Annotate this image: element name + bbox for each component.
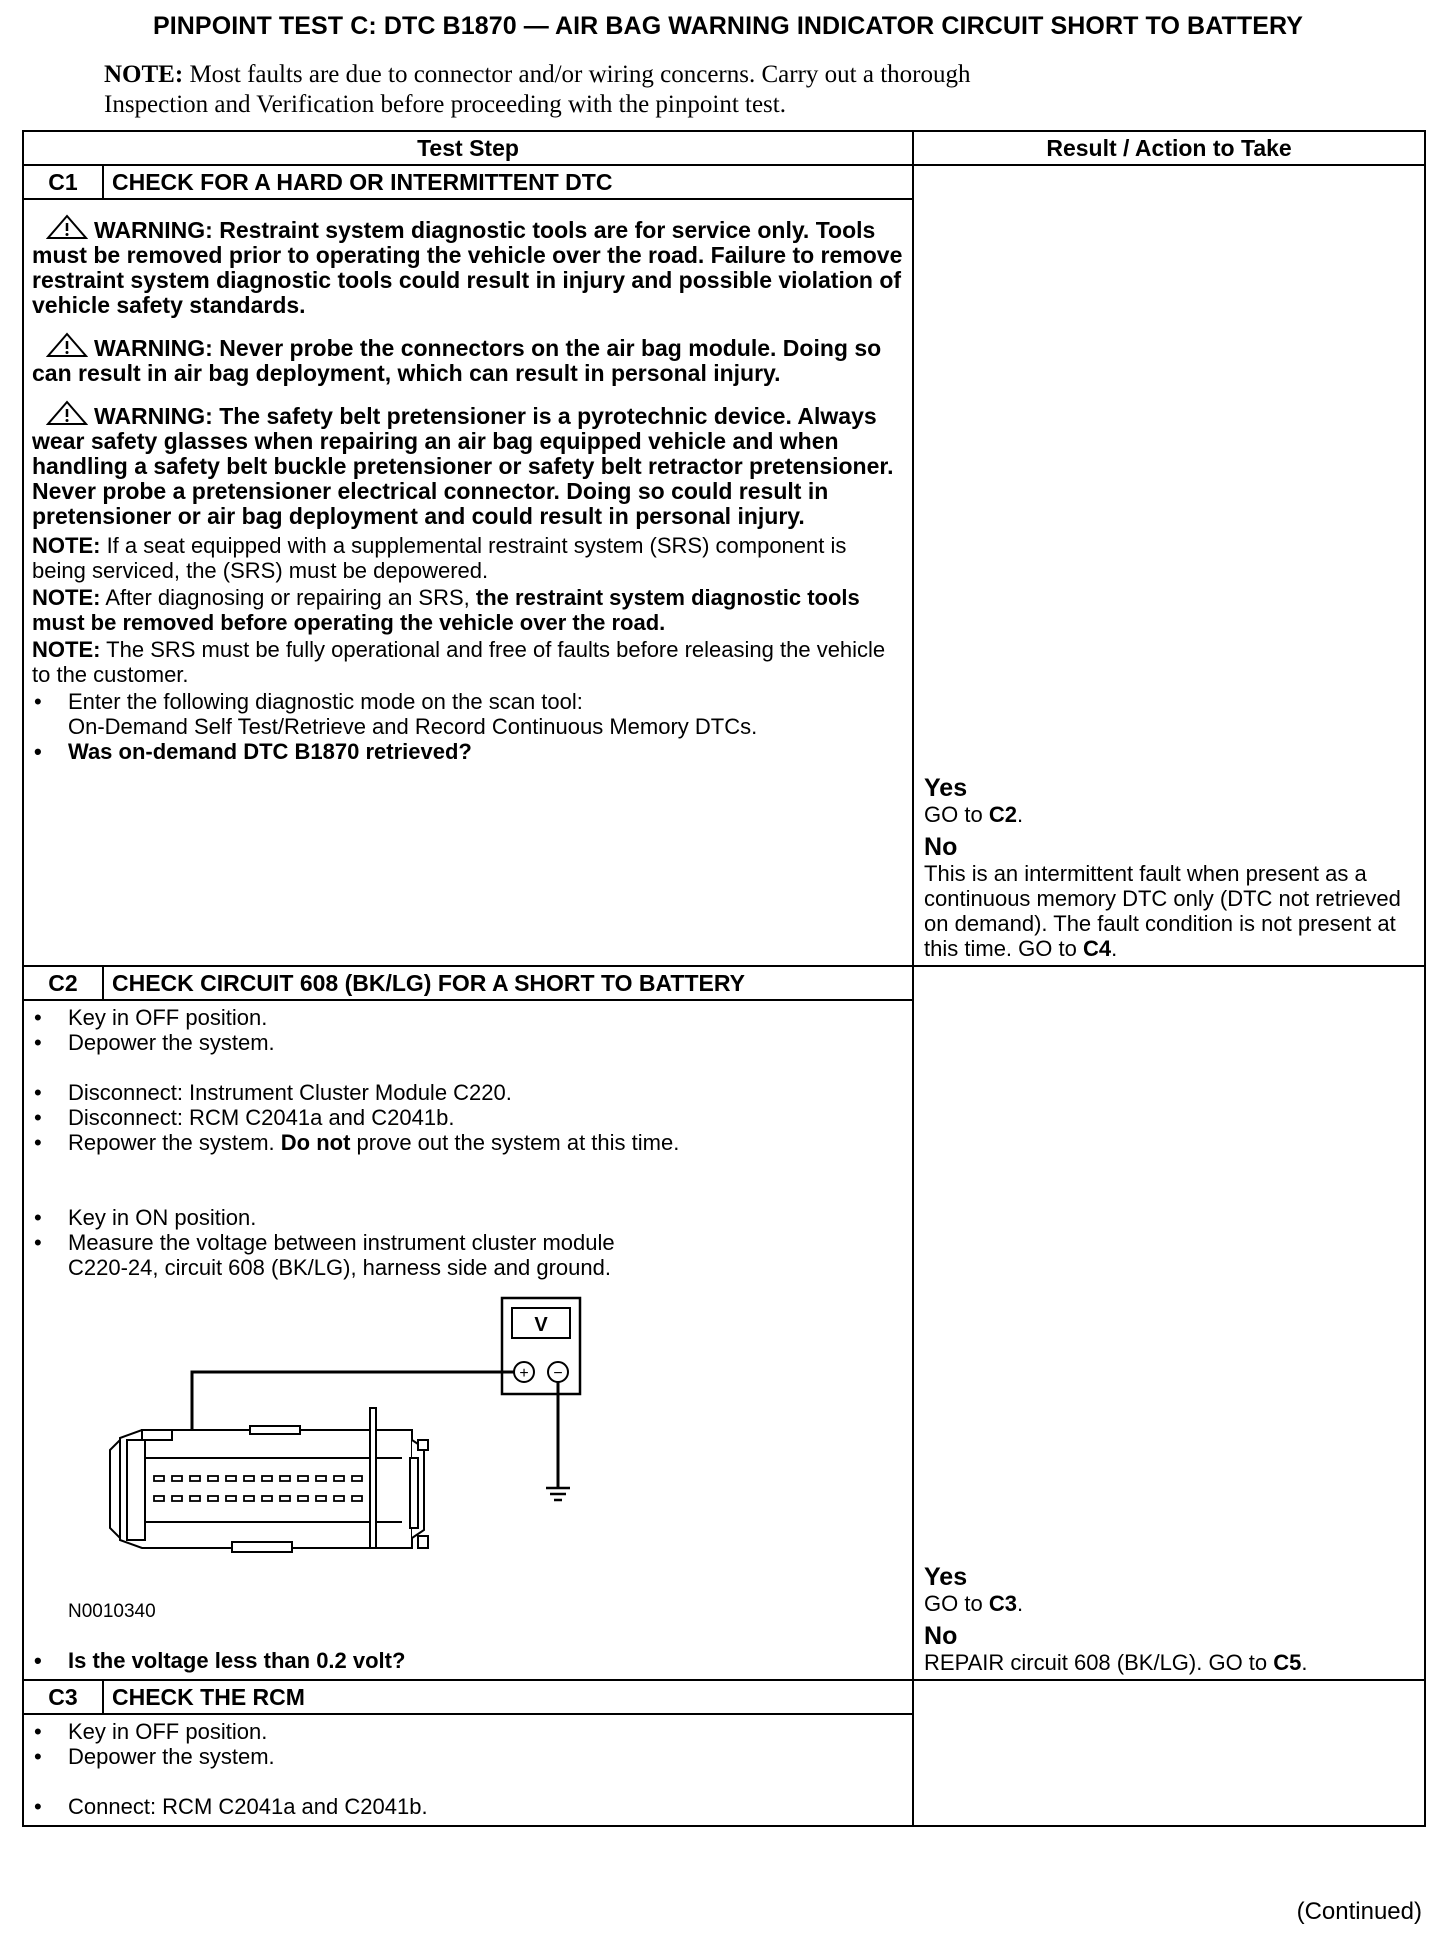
continued-label: (Continued) [1296,1898,1422,1925]
diagram-svg [32,1290,592,1600]
c2-yes-label: Yes [924,1563,968,1591]
c1-no-action: This is an intermittent fault when present as a continuous memory DTC only (DTC not retrieved on demand). The fault condition is not present at this time. GO to C4. [924,861,1401,961]
c1-heading: CHECK FOR A HARD OR INTERMITTENT DTC [103,165,913,199]
c2-result-cell [913,966,1425,1680]
c1-result-cell [913,165,1425,966]
ground-symbol-icon [546,1488,570,1500]
c2-step-number: C2 [23,966,103,1000]
c3-step-1: • Key in OFF position. [32,1719,904,1744]
page-title: PINPOINT TEST C: DTC B1870 — AIR BAG WARNING INDICATOR CIRCUIT SHORT TO BATTERY [152,12,1304,40]
c1-heading-row [23,165,1425,199]
c3-step-3: • Connect: RCM C2041a and C2041b. [32,1794,904,1819]
c1-note-2: NOTE: After diagnosing or repairing an SRS, the restraint system diagnostic tools must be removed before operating the vehicle over the road. [32,585,860,635]
c3-step-2: • Depower the system. [32,1744,904,1769]
c2-step-1: • Key in OFF position. [32,1005,904,1030]
test-step-header: Test Step [23,131,913,165]
c3-body [23,1714,913,1826]
c2-step-4: • Disconnect: RCM C2041a and C2041b. [32,1105,904,1130]
intro-note [104,60,1404,120]
c2-no-action: REPAIR circuit 608 (BK/LG). GO to C5. [924,1650,1308,1675]
warning-triangle-icon [46,214,88,240]
c3-result-cell [913,1680,1425,1826]
voltmeter-symbol: V [534,1314,548,1336]
intro-note-line1: Most faults are due to connector and/or wiring concerns. Carry out a thorough [183,61,971,88]
c2-question: • Is the voltage less than 0.2 volt? [32,1648,904,1673]
c3-step-number: C3 [23,1680,103,1714]
c1-yes-action: GO to C2. [924,802,1024,827]
c2-step-2: • Depower the system. [32,1030,904,1055]
c1-body [23,199,913,966]
pinpoint-test-table [22,130,1426,1827]
c1-step-1: • Enter the following diagnostic mode on the scan tool: On-Demand Self Test/Retrieve and Record Continuous Memory DTCs. [32,689,904,739]
positive-terminal-label: + [519,1365,529,1382]
c1-result [924,774,1418,961]
c2-heading-row [23,966,1425,1000]
c1-step-number: C1 [23,165,103,199]
c1-yes-label: Yes [924,774,968,802]
c1-note-1: NOTE: If a seat equipped with a supplemental restraint system (SRS) component is being serviced, the (SRS) must be depowered. [32,533,847,583]
c1-warning-1: WARNING: Restraint system diagnostic tools are for service only. Tools must be removed prior to operating the vehicle over the road. Failure to remove restraint system diagnostic tools could result in injury and possible violation of vehicle safety standards. [32,214,904,318]
intro-note-line2: Inspection and Verification before proceeding with the pinpoint test. [104,91,786,118]
c1-note-3: NOTE: The SRS must be fully operational and free of faults before releasing the vehicle to the customer. [32,637,886,687]
c1-no-label: No [924,833,958,861]
c2-no-label: No [924,1622,958,1650]
warning-triangle-icon [46,400,88,426]
table-header-row [23,131,1425,165]
c1-warning-3: WARNING: The safety belt pretensioner is a pyrotechnic device. Always wear safety glasses when repairing an air bag equipped vehicle and when handling a safety belt buckle pretensioner or safety belt retractor pretensioner. Never probe a pretensioner electrical connector. Doing so could result in pretensioner or air bag deployment and could result in personal injury. [32,400,904,529]
voltmeter-connector-diagram [32,1290,592,1600]
c2-result [924,1563,1418,1675]
c1-warning-2: WARNING: Never probe the connectors on the air bag module. Doing so can result in air bag deployment, which can result in personal injury. [32,332,904,386]
c3-heading-row [23,1680,1425,1714]
negative-terminal-label: − [553,1365,563,1382]
c2-step-7: • Measure the voltage between instrument cluster module C220-24, circuit 608 (BK/LG), harness side and ground. [32,1230,904,1280]
c2-heading: CHECK CIRCUIT 608 (BK/LG) FOR A SHORT TO BATTERY [103,966,913,1000]
c2-step-3: • Disconnect: Instrument Cluster Module C220. [32,1080,904,1105]
c1-step-2: • Was on-demand DTC B1870 retrieved? [32,739,904,764]
intro-note-label: NOTE: [104,61,184,88]
c3-heading: CHECK THE RCM [103,1680,913,1714]
result-header: Result / Action to Take [913,131,1425,165]
c2-step-6: • Key in ON position. [32,1205,904,1230]
figure-id: N0010340 [68,1601,156,1622]
warning-triangle-icon [46,332,88,358]
c2-body [23,1000,913,1680]
c2-step-5: • Repower the system. Do not prove out the system at this time. [32,1130,904,1155]
c2-yes-action: GO to C3. [924,1591,1024,1616]
